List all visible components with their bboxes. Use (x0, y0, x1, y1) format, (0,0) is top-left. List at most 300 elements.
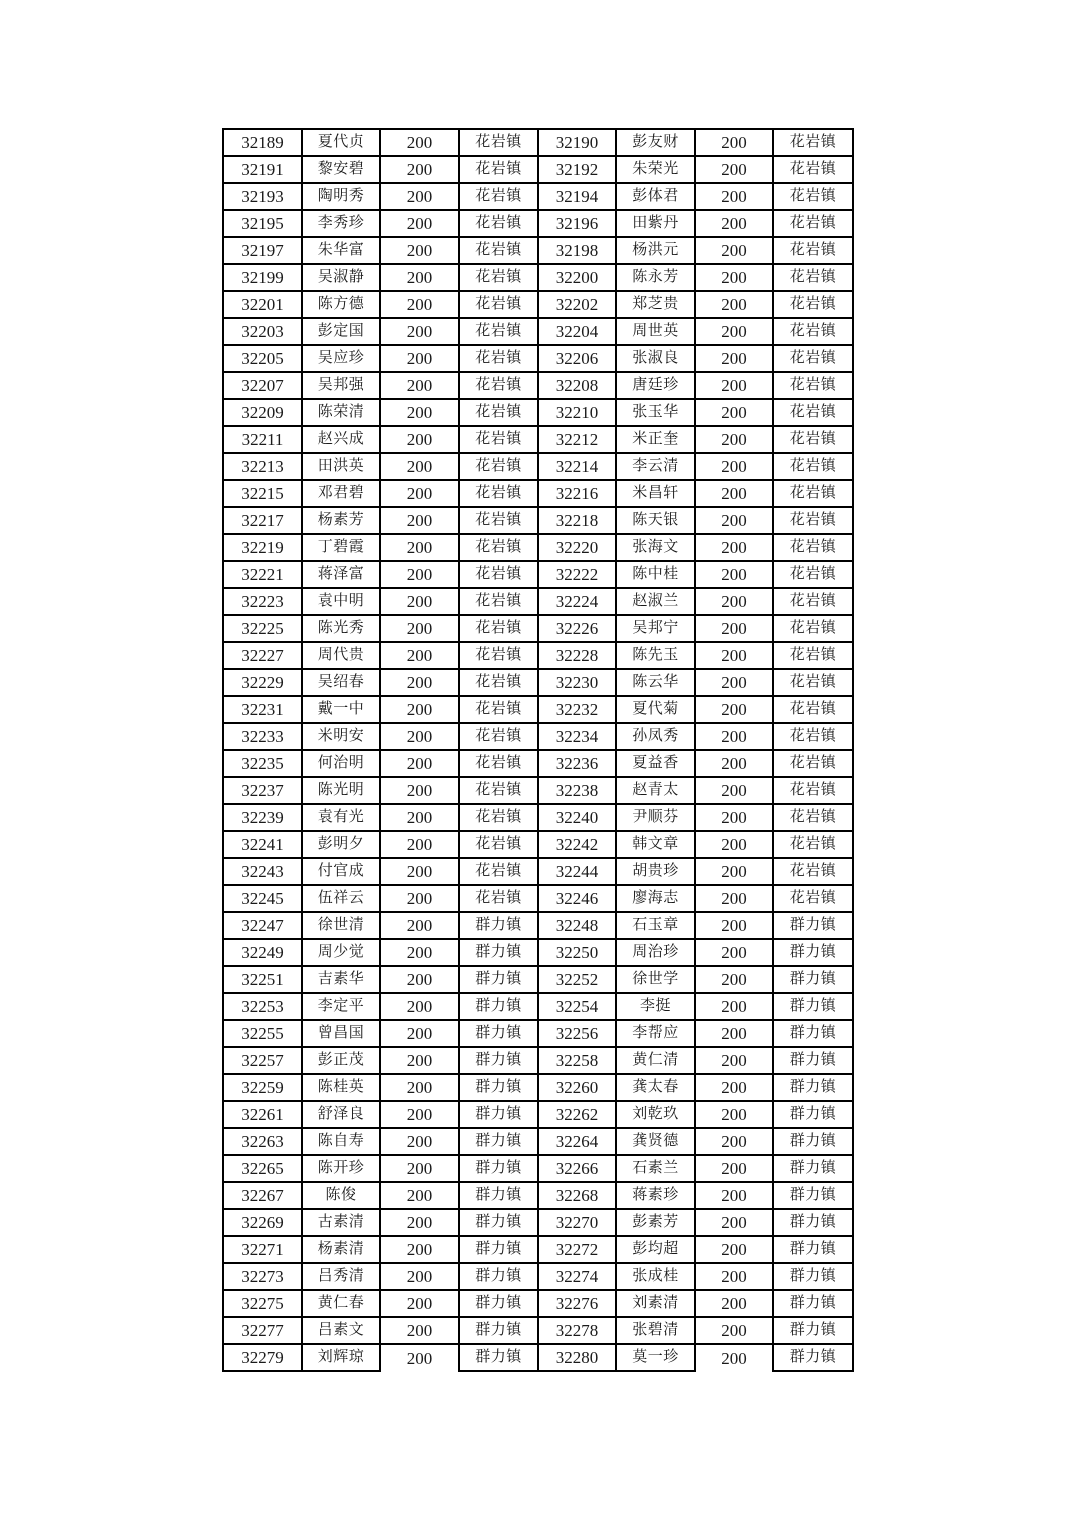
town-cell: 花岩镇 (459, 453, 538, 480)
town-cell: 花岩镇 (773, 318, 853, 345)
person-name-cell: 米昌轩 (616, 480, 695, 507)
payment-roster-table (222, 128, 854, 1372)
person-id-cell: 32199 (223, 264, 302, 291)
person-id-cell: 32238 (538, 777, 616, 804)
amount-cell: 200 (380, 1290, 459, 1317)
town-cell: 花岩镇 (459, 426, 538, 453)
town-cell: 群力镇 (773, 1290, 853, 1317)
town-cell: 花岩镇 (459, 750, 538, 777)
person-name-cell: 陈自寿 (302, 1128, 380, 1155)
person-id-cell: 32258 (538, 1047, 616, 1074)
person-id-cell: 32203 (223, 318, 302, 345)
amount-cell: 200 (380, 399, 459, 426)
town-cell: 花岩镇 (773, 588, 853, 615)
amount-cell: 200 (380, 426, 459, 453)
table-row (223, 1317, 853, 1344)
table-row (223, 372, 853, 399)
amount-cell: 200 (695, 1155, 773, 1182)
town-cell: 花岩镇 (773, 750, 853, 777)
person-name-cell: 陈方德 (302, 291, 380, 318)
person-id-cell: 32264 (538, 1128, 616, 1155)
amount-cell: 200 (380, 1317, 459, 1344)
table-body (223, 129, 853, 1371)
amount-cell: 200 (695, 858, 773, 885)
town-cell: 花岩镇 (773, 156, 853, 183)
amount-cell: 200 (380, 1020, 459, 1047)
town-cell: 花岩镇 (459, 723, 538, 750)
table-row (223, 750, 853, 777)
town-cell: 群力镇 (459, 1209, 538, 1236)
person-id-cell: 32204 (538, 318, 616, 345)
town-cell: 花岩镇 (459, 615, 538, 642)
table-row (223, 939, 853, 966)
town-cell: 花岩镇 (459, 399, 538, 426)
person-id-cell: 32195 (223, 210, 302, 237)
person-id-cell: 32253 (223, 993, 302, 1020)
person-id-cell: 32261 (223, 1101, 302, 1128)
person-id-cell: 32210 (538, 399, 616, 426)
town-cell: 花岩镇 (773, 183, 853, 210)
person-id-cell: 32245 (223, 885, 302, 912)
person-name-cell: 李定平 (302, 993, 380, 1020)
person-name-cell: 陈先玉 (616, 642, 695, 669)
person-id-cell: 32215 (223, 480, 302, 507)
person-id-cell: 32227 (223, 642, 302, 669)
table-row (223, 696, 853, 723)
town-cell: 花岩镇 (459, 588, 538, 615)
amount-cell: 200 (695, 588, 773, 615)
person-id-cell: 32209 (223, 399, 302, 426)
town-cell: 花岩镇 (773, 237, 853, 264)
person-id-cell: 32235 (223, 750, 302, 777)
person-name-cell: 郑芝贵 (616, 291, 695, 318)
person-id-cell: 32207 (223, 372, 302, 399)
amount-cell: 200 (695, 156, 773, 183)
person-name-cell: 杨素清 (302, 1236, 380, 1263)
amount-cell: 200 (380, 1236, 459, 1263)
town-cell: 花岩镇 (773, 561, 853, 588)
person-id-cell: 32241 (223, 831, 302, 858)
amount-cell: 200 (695, 1236, 773, 1263)
person-id-cell: 32211 (223, 426, 302, 453)
person-id-cell: 32193 (223, 183, 302, 210)
person-name-cell: 朱荣光 (616, 156, 695, 183)
town-cell: 群力镇 (773, 912, 853, 939)
amount-cell: 200 (695, 237, 773, 264)
person-id-cell: 32246 (538, 885, 616, 912)
person-name-cell: 陈中桂 (616, 561, 695, 588)
town-cell: 花岩镇 (459, 804, 538, 831)
person-id-cell: 32267 (223, 1182, 302, 1209)
town-cell: 群力镇 (459, 1020, 538, 1047)
amount-cell: 200 (695, 642, 773, 669)
person-name-cell: 朱华富 (302, 237, 380, 264)
table-row (223, 723, 853, 750)
person-name-cell: 田洪英 (302, 453, 380, 480)
town-cell: 花岩镇 (459, 777, 538, 804)
amount-cell: 200 (695, 966, 773, 993)
person-name-cell: 吴绍春 (302, 669, 380, 696)
person-name-cell: 夏代贞 (302, 129, 380, 156)
town-cell: 群力镇 (459, 1101, 538, 1128)
person-name-cell: 戴一中 (302, 696, 380, 723)
town-cell: 群力镇 (773, 1128, 853, 1155)
person-name-cell: 陈云华 (616, 669, 695, 696)
person-name-cell: 陈开珍 (302, 1155, 380, 1182)
amount-cell: 200 (695, 750, 773, 777)
amount-cell: 200 (380, 993, 459, 1020)
town-cell: 花岩镇 (773, 399, 853, 426)
town-cell: 群力镇 (773, 1101, 853, 1128)
amount-cell: 200 (695, 1020, 773, 1047)
person-id-cell: 32205 (223, 345, 302, 372)
amount-cell: 200 (695, 372, 773, 399)
town-cell: 群力镇 (773, 1182, 853, 1209)
person-id-cell: 32260 (538, 1074, 616, 1101)
amount-cell: 200 (695, 561, 773, 588)
town-cell: 群力镇 (459, 1155, 538, 1182)
town-cell: 花岩镇 (773, 723, 853, 750)
person-id-cell: 32223 (223, 588, 302, 615)
town-cell: 花岩镇 (773, 831, 853, 858)
amount-cell: 200 (380, 1344, 459, 1371)
person-id-cell: 32278 (538, 1317, 616, 1344)
amount-cell: 200 (695, 345, 773, 372)
person-name-cell: 彭正茂 (302, 1047, 380, 1074)
person-name-cell: 赵淑兰 (616, 588, 695, 615)
amount-cell: 200 (695, 426, 773, 453)
amount-cell: 200 (380, 912, 459, 939)
town-cell: 群力镇 (773, 1209, 853, 1236)
person-name-cell: 赵兴成 (302, 426, 380, 453)
table-row (223, 1155, 853, 1182)
town-cell: 花岩镇 (773, 291, 853, 318)
person-id-cell: 32230 (538, 669, 616, 696)
amount-cell: 200 (380, 1155, 459, 1182)
person-id-cell: 32276 (538, 1290, 616, 1317)
person-name-cell: 黎安碧 (302, 156, 380, 183)
amount-cell: 200 (695, 534, 773, 561)
person-id-cell: 32200 (538, 264, 616, 291)
table-row (223, 885, 853, 912)
amount-cell: 200 (380, 237, 459, 264)
person-id-cell: 32192 (538, 156, 616, 183)
amount-cell: 200 (695, 615, 773, 642)
amount-cell: 200 (380, 588, 459, 615)
person-id-cell: 32268 (538, 1182, 616, 1209)
town-cell: 花岩镇 (773, 372, 853, 399)
table-row (223, 399, 853, 426)
town-cell: 花岩镇 (459, 669, 538, 696)
amount-cell: 200 (380, 1074, 459, 1101)
amount-cell: 200 (695, 1317, 773, 1344)
person-name-cell: 周治珍 (616, 939, 695, 966)
amount-cell: 200 (380, 318, 459, 345)
town-cell: 花岩镇 (773, 426, 853, 453)
amount-cell: 200 (380, 534, 459, 561)
person-name-cell: 陈光秀 (302, 615, 380, 642)
amount-cell: 200 (695, 318, 773, 345)
amount-cell: 200 (380, 453, 459, 480)
person-name-cell: 何治明 (302, 750, 380, 777)
person-id-cell: 32277 (223, 1317, 302, 1344)
table-row (223, 912, 853, 939)
person-id-cell: 32239 (223, 804, 302, 831)
table-row (223, 156, 853, 183)
amount-cell: 200 (380, 669, 459, 696)
person-id-cell: 32219 (223, 534, 302, 561)
table-row (223, 966, 853, 993)
person-name-cell: 徐世学 (616, 966, 695, 993)
person-id-cell: 32273 (223, 1263, 302, 1290)
table-row (223, 1182, 853, 1209)
table-row (223, 561, 853, 588)
amount-cell: 200 (380, 696, 459, 723)
amount-cell: 200 (380, 1209, 459, 1236)
town-cell: 群力镇 (459, 1263, 538, 1290)
town-cell: 花岩镇 (773, 858, 853, 885)
town-cell: 群力镇 (773, 1263, 853, 1290)
person-name-cell: 吕素文 (302, 1317, 380, 1344)
person-id-cell: 32256 (538, 1020, 616, 1047)
town-cell: 花岩镇 (459, 480, 538, 507)
table-row (223, 831, 853, 858)
person-name-cell: 丁碧霞 (302, 534, 380, 561)
person-id-cell: 32243 (223, 858, 302, 885)
person-name-cell: 彭均超 (616, 1236, 695, 1263)
person-id-cell: 32266 (538, 1155, 616, 1182)
town-cell: 群力镇 (773, 966, 853, 993)
town-cell: 花岩镇 (773, 480, 853, 507)
town-cell: 花岩镇 (459, 264, 538, 291)
person-id-cell: 32198 (538, 237, 616, 264)
person-id-cell: 32212 (538, 426, 616, 453)
town-cell: 花岩镇 (773, 453, 853, 480)
table-row (223, 615, 853, 642)
amount-cell: 200 (380, 1101, 459, 1128)
town-cell: 花岩镇 (773, 615, 853, 642)
town-cell: 花岩镇 (459, 237, 538, 264)
amount-cell: 200 (695, 1128, 773, 1155)
amount-cell: 200 (380, 345, 459, 372)
person-id-cell: 32208 (538, 372, 616, 399)
amount-cell: 200 (695, 885, 773, 912)
person-id-cell: 32234 (538, 723, 616, 750)
table-row (223, 1101, 853, 1128)
amount-cell: 200 (380, 1128, 459, 1155)
person-id-cell: 32259 (223, 1074, 302, 1101)
person-name-cell: 李云清 (616, 453, 695, 480)
amount-cell: 200 (380, 291, 459, 318)
table-row (223, 1236, 853, 1263)
person-name-cell: 刘乾玖 (616, 1101, 695, 1128)
amount-cell: 200 (695, 507, 773, 534)
person-name-cell: 陈天银 (616, 507, 695, 534)
town-cell: 花岩镇 (773, 507, 853, 534)
person-id-cell: 32237 (223, 777, 302, 804)
town-cell: 群力镇 (459, 966, 538, 993)
amount-cell: 200 (380, 642, 459, 669)
table-row (223, 129, 853, 156)
amount-cell: 200 (380, 1182, 459, 1209)
town-cell: 群力镇 (459, 993, 538, 1020)
person-id-cell: 32221 (223, 561, 302, 588)
town-cell: 花岩镇 (773, 534, 853, 561)
amount-cell: 200 (380, 750, 459, 777)
amount-cell: 200 (380, 885, 459, 912)
person-id-cell: 32271 (223, 1236, 302, 1263)
person-name-cell: 刘辉琼 (302, 1344, 380, 1371)
person-id-cell: 32233 (223, 723, 302, 750)
amount-cell: 200 (695, 264, 773, 291)
amount-cell: 200 (695, 183, 773, 210)
person-name-cell: 龚贤德 (616, 1128, 695, 1155)
amount-cell: 200 (695, 291, 773, 318)
person-id-cell: 32270 (538, 1209, 616, 1236)
person-name-cell: 李秀珍 (302, 210, 380, 237)
person-name-cell: 张海文 (616, 534, 695, 561)
person-id-cell: 32220 (538, 534, 616, 561)
person-name-cell: 吴应珍 (302, 345, 380, 372)
person-id-cell: 32242 (538, 831, 616, 858)
person-id-cell: 32257 (223, 1047, 302, 1074)
town-cell: 花岩镇 (459, 318, 538, 345)
table-row (223, 318, 853, 345)
person-name-cell: 杨洪元 (616, 237, 695, 264)
person-name-cell: 张成桂 (616, 1263, 695, 1290)
table-row (223, 210, 853, 237)
town-cell: 群力镇 (459, 1128, 538, 1155)
town-cell: 花岩镇 (459, 831, 538, 858)
person-id-cell: 32255 (223, 1020, 302, 1047)
table-row (223, 1047, 853, 1074)
town-cell: 花岩镇 (459, 345, 538, 372)
table-row (223, 183, 853, 210)
person-name-cell: 袁中明 (302, 588, 380, 615)
amount-cell: 200 (695, 777, 773, 804)
person-name-cell: 彭定国 (302, 318, 380, 345)
person-id-cell: 32248 (538, 912, 616, 939)
amount-cell: 200 (380, 480, 459, 507)
person-name-cell: 米正奎 (616, 426, 695, 453)
town-cell: 群力镇 (459, 1290, 538, 1317)
amount-cell: 200 (695, 1344, 773, 1371)
table-row (223, 426, 853, 453)
town-cell: 花岩镇 (459, 291, 538, 318)
person-name-cell: 尹顺芬 (616, 804, 695, 831)
person-id-cell: 32274 (538, 1263, 616, 1290)
amount-cell: 200 (380, 858, 459, 885)
person-name-cell: 吕秀清 (302, 1263, 380, 1290)
table-row (223, 291, 853, 318)
town-cell: 花岩镇 (459, 885, 538, 912)
person-name-cell: 付官成 (302, 858, 380, 885)
table-row (223, 507, 853, 534)
amount-cell: 200 (380, 1263, 459, 1290)
person-id-cell: 32226 (538, 615, 616, 642)
amount-cell: 200 (695, 1047, 773, 1074)
person-name-cell: 吉素华 (302, 966, 380, 993)
amount-cell: 200 (380, 156, 459, 183)
amount-cell: 200 (695, 1101, 773, 1128)
amount-cell: 200 (380, 1047, 459, 1074)
person-name-cell: 陈光明 (302, 777, 380, 804)
person-name-cell: 赵青太 (616, 777, 695, 804)
table-row (223, 480, 853, 507)
person-name-cell: 张碧清 (616, 1317, 695, 1344)
person-name-cell: 陶明秀 (302, 183, 380, 210)
town-cell: 花岩镇 (459, 561, 538, 588)
person-name-cell: 蒋素珍 (616, 1182, 695, 1209)
town-cell: 花岩镇 (459, 129, 538, 156)
town-cell: 花岩镇 (773, 804, 853, 831)
person-name-cell: 唐廷珍 (616, 372, 695, 399)
amount-cell: 200 (695, 1209, 773, 1236)
town-cell: 花岩镇 (773, 777, 853, 804)
amount-cell: 200 (695, 723, 773, 750)
person-id-cell: 32225 (223, 615, 302, 642)
amount-cell: 200 (695, 831, 773, 858)
amount-cell: 200 (380, 561, 459, 588)
town-cell: 花岩镇 (773, 642, 853, 669)
table-row (223, 993, 853, 1020)
person-id-cell: 32250 (538, 939, 616, 966)
person-name-cell: 孙凤秀 (616, 723, 695, 750)
person-id-cell: 32189 (223, 129, 302, 156)
table-row (223, 669, 853, 696)
person-id-cell: 32269 (223, 1209, 302, 1236)
town-cell: 群力镇 (459, 1236, 538, 1263)
person-name-cell: 黄仁清 (616, 1047, 695, 1074)
town-cell: 群力镇 (773, 993, 853, 1020)
person-id-cell: 32251 (223, 966, 302, 993)
person-id-cell: 32252 (538, 966, 616, 993)
person-name-cell: 彭明夕 (302, 831, 380, 858)
person-id-cell: 32201 (223, 291, 302, 318)
person-name-cell: 杨素芳 (302, 507, 380, 534)
person-id-cell: 32249 (223, 939, 302, 966)
person-name-cell: 陈俊 (302, 1182, 380, 1209)
town-cell: 群力镇 (459, 1344, 538, 1371)
table-row (223, 264, 853, 291)
person-name-cell: 田紫丹 (616, 210, 695, 237)
person-name-cell: 陈永芳 (616, 264, 695, 291)
person-name-cell: 夏代菊 (616, 696, 695, 723)
person-name-cell: 李帮应 (616, 1020, 695, 1047)
amount-cell: 200 (380, 939, 459, 966)
town-cell: 群力镇 (773, 1047, 853, 1074)
person-name-cell: 周代贵 (302, 642, 380, 669)
person-id-cell: 32247 (223, 912, 302, 939)
person-name-cell: 石素兰 (616, 1155, 695, 1182)
town-cell: 群力镇 (773, 1344, 853, 1371)
town-cell: 群力镇 (459, 939, 538, 966)
town-cell: 花岩镇 (459, 372, 538, 399)
person-name-cell: 米明安 (302, 723, 380, 750)
person-name-cell: 吴邦宁 (616, 615, 695, 642)
table-row (223, 642, 853, 669)
town-cell: 群力镇 (459, 1317, 538, 1344)
person-id-cell: 32231 (223, 696, 302, 723)
person-id-cell: 32263 (223, 1128, 302, 1155)
table-row (223, 804, 853, 831)
person-name-cell: 李挺 (616, 993, 695, 1020)
table-row (223, 1290, 853, 1317)
amount-cell: 200 (695, 993, 773, 1020)
table-row (223, 345, 853, 372)
person-id-cell: 32236 (538, 750, 616, 777)
person-id-cell: 32275 (223, 1290, 302, 1317)
